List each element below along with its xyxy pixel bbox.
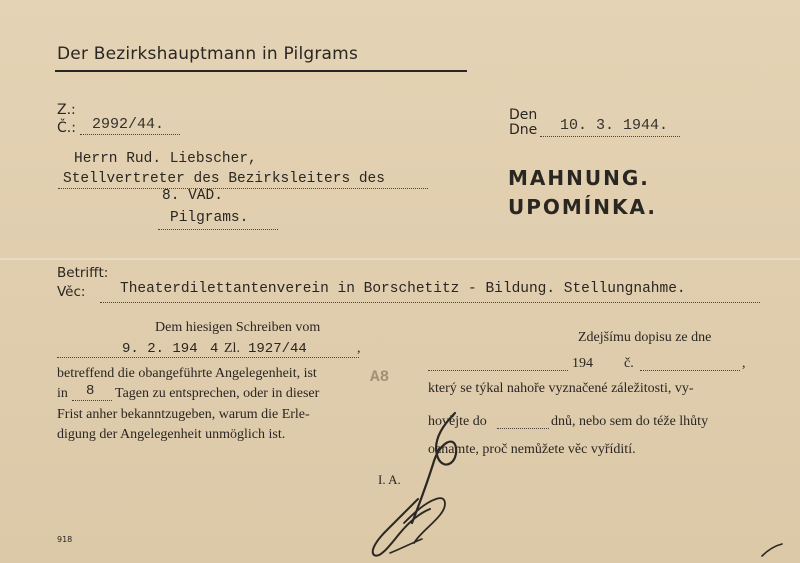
czech-body-line-4b: dnů, nebo sem do téže lhůty xyxy=(551,414,709,429)
paper-fold xyxy=(0,258,800,260)
heading-underline xyxy=(55,70,467,72)
corner-mark xyxy=(758,540,788,560)
handwritten-signature xyxy=(360,403,500,563)
addressee-line-2: Stellvertreter des Bezirksleiters des xyxy=(63,171,385,187)
c-label: Č.: xyxy=(57,120,76,136)
title-german: MAHNUNG. xyxy=(508,166,650,190)
german-body-line-5: Frist anher bekanntzugeben, warum die Erle- xyxy=(57,407,310,422)
z-label: Z.: xyxy=(57,102,76,118)
czech-body-line-1: Zdejšímu dopisu ze dne xyxy=(578,330,712,345)
german-body-line-4: Tagen zu entsprechen, oder in dieser xyxy=(115,386,320,401)
czech-date-dotted-line xyxy=(428,370,568,371)
reference-dotted-line xyxy=(80,134,180,135)
czech-year: 194 xyxy=(572,356,593,371)
dne-label: Dne xyxy=(509,122,538,138)
addressee-line-4: Pilgrams. xyxy=(170,210,249,226)
german-body-line-3: betreffend die obangeführte Angelegenheit, ist xyxy=(57,366,317,381)
date-value: 10. 3. 1944. xyxy=(560,117,669,134)
title-czech: UPOMÍNKA. xyxy=(508,195,657,219)
form-number: 918 xyxy=(57,535,73,544)
addressee-line-1: Herrn Rud. Liebscher, xyxy=(74,151,257,167)
czech-body-line-5: oznamte, proč nemůžete věc vyřídití. xyxy=(428,442,636,457)
zl-label: Zl. xyxy=(224,341,240,356)
betrifft-label: Betrifft: xyxy=(57,265,109,281)
czech-c-label: č. xyxy=(624,356,634,371)
german-body-line-1: Dem hiesigen Schreiben vom xyxy=(155,320,321,335)
vec-label: Věc: xyxy=(57,284,86,300)
german-date-dotted-line xyxy=(57,357,359,358)
in-label: in xyxy=(57,386,68,401)
czech-body-line-3: který se týkal nahoře vyznačené záležitosti, vy- xyxy=(428,381,694,396)
german-body-line-6: digung der Angelegenheit unmöglich ist. xyxy=(57,427,286,442)
reference-number: 2992/44. xyxy=(92,116,165,133)
german-filled-days: 8 xyxy=(86,383,95,399)
den-label: Den xyxy=(509,107,538,123)
date-dotted-line xyxy=(540,136,680,137)
czech-number-dotted-line xyxy=(640,370,740,371)
addressee-line-3: 8. VAD. xyxy=(162,188,223,204)
addressee-dotted-line-2 xyxy=(58,188,428,189)
czech-days-dotted-line xyxy=(497,428,549,429)
ia-label: I. A. xyxy=(378,472,401,487)
subject-text: Theaterdilettantenverein in Borschetitz - Bildung. Stellungnahme. xyxy=(120,281,686,297)
german-filled-date: 9. 2. 194 xyxy=(122,341,198,357)
authority-heading: Der Bezirkshauptmann in Pilgrams xyxy=(57,44,358,64)
german-filled-number: 1927/44 xyxy=(248,341,307,357)
german-filled-year: 4 xyxy=(210,341,219,357)
addressee-dotted-line-4 xyxy=(158,229,278,230)
czech-body-line-4a: hovějte do xyxy=(428,414,487,429)
days-dotted-line xyxy=(72,400,112,401)
faint-stamp: A8 xyxy=(370,368,390,386)
czech-comma: , xyxy=(742,356,746,371)
german-comma: , xyxy=(357,341,361,356)
subject-dotted-line xyxy=(100,302,760,303)
